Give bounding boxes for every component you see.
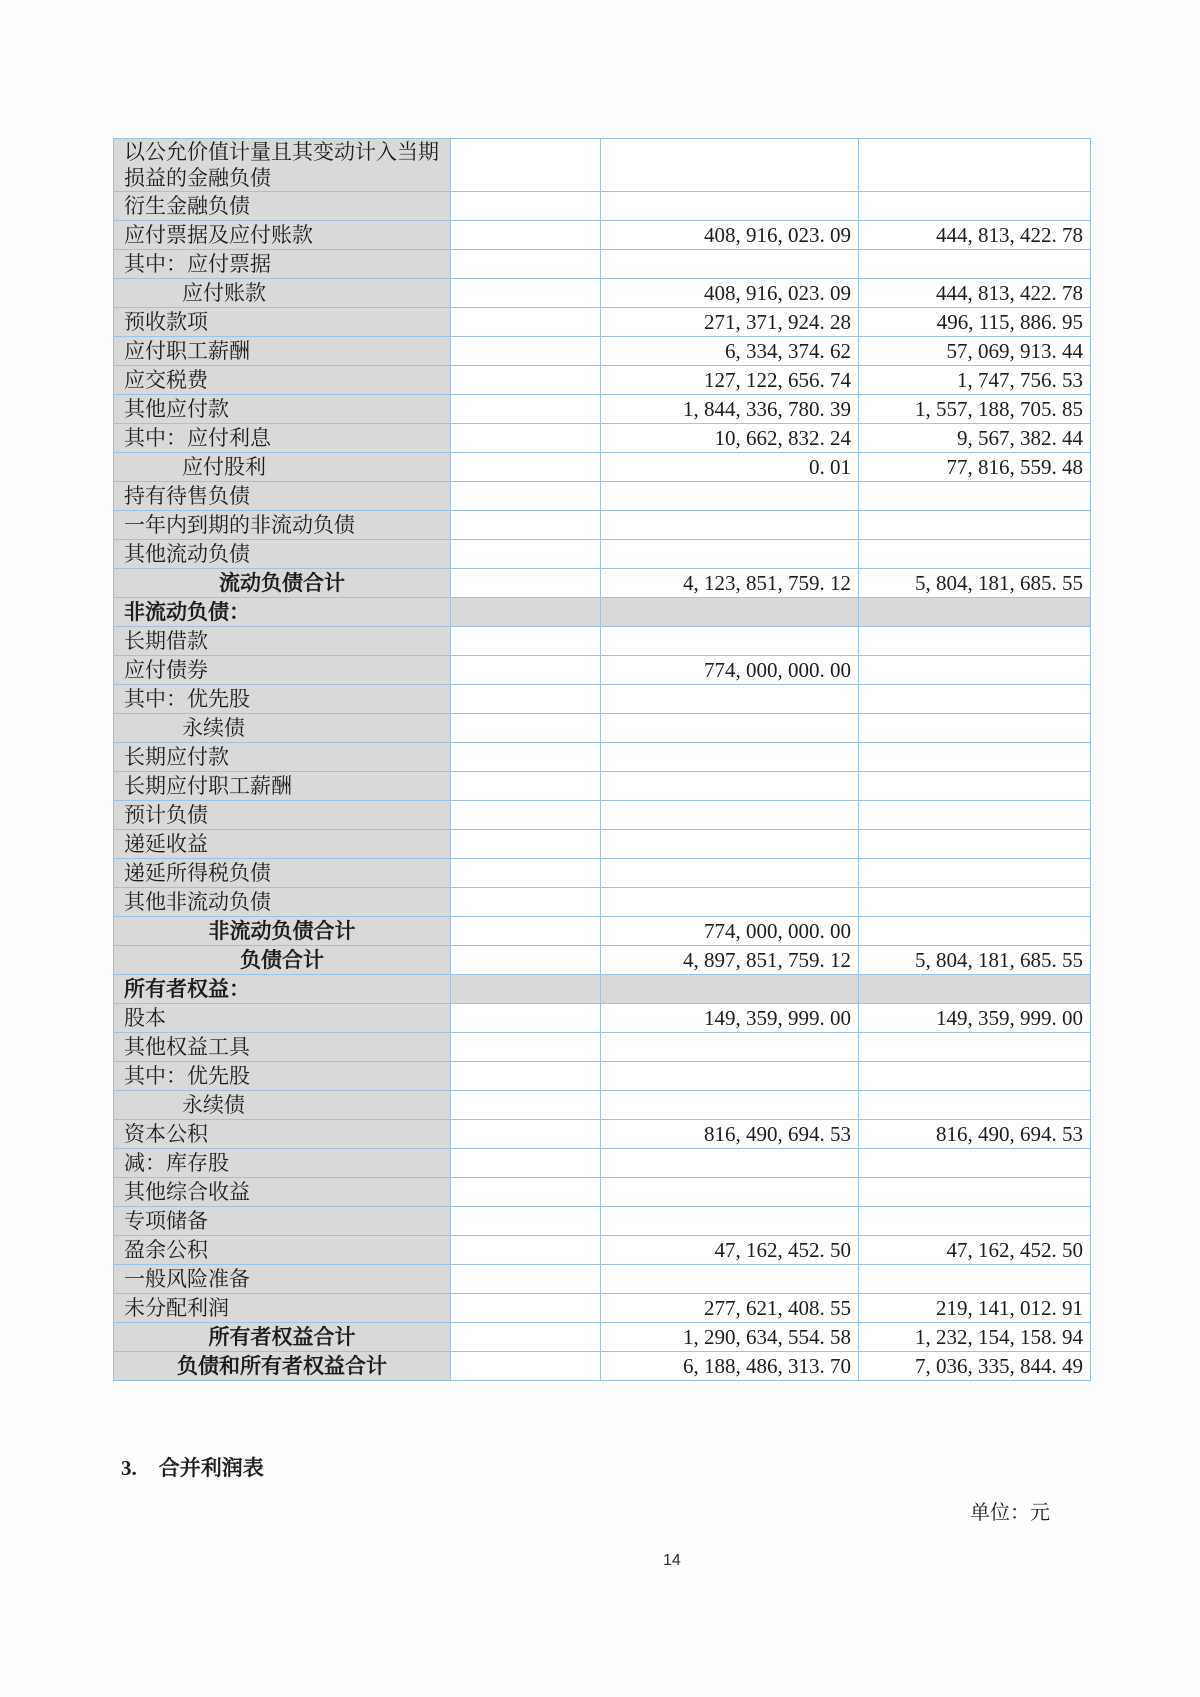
row-note-cell (451, 1091, 601, 1120)
row-note-cell (451, 685, 601, 714)
row-current-amount (601, 1091, 859, 1120)
table-row (114, 1033, 1091, 1062)
row-item-label: 非流动负债合计 (114, 917, 451, 946)
row-item-label: 应付债券 (114, 656, 451, 685)
row-current-amount (601, 685, 859, 714)
row-note-cell (451, 975, 601, 1004)
row-note-cell (451, 395, 601, 424)
row-current-amount (601, 1033, 859, 1062)
row-current-amount (601, 540, 859, 569)
row-note-cell (451, 1149, 601, 1178)
row-prior-amount (859, 598, 1091, 627)
row-item-label: 其中：应付票据 (114, 250, 451, 279)
row-current-amount (601, 598, 859, 627)
row-item-label: 应付职工薪酬 (114, 337, 451, 366)
row-item-label: 其他流动负债 (114, 540, 451, 569)
row-prior-amount: 5, 804, 181, 685. 55 (859, 569, 1091, 598)
row-current-amount: 774, 000, 000. 00 (601, 656, 859, 685)
row-note-cell (451, 714, 601, 743)
row-note-cell (451, 139, 601, 192)
row-prior-amount (859, 1178, 1091, 1207)
table-row (114, 308, 1091, 337)
row-note-cell (451, 192, 601, 221)
row-note-cell (451, 308, 601, 337)
table-row (114, 1149, 1091, 1178)
row-note-cell (451, 598, 601, 627)
table-row (114, 1323, 1091, 1352)
row-note-cell (451, 511, 601, 540)
row-item-label: 其他非流动负债 (114, 888, 451, 917)
table-row (114, 1178, 1091, 1207)
row-prior-amount: 1, 557, 188, 705. 85 (859, 395, 1091, 424)
row-item-label: 股本 (114, 1004, 451, 1033)
row-note-cell (451, 627, 601, 656)
row-current-amount (601, 1178, 859, 1207)
row-current-amount: 127, 122, 656. 74 (601, 366, 859, 395)
row-prior-amount (859, 192, 1091, 221)
row-current-amount (601, 1062, 859, 1091)
table-row (114, 139, 1091, 192)
row-current-amount (601, 830, 859, 859)
row-note-cell (451, 569, 601, 598)
row-item-label: 预计负债 (114, 801, 451, 830)
row-prior-amount: 1, 747, 756. 53 (859, 366, 1091, 395)
row-prior-amount (859, 917, 1091, 946)
row-note-cell (451, 540, 601, 569)
row-item-label: 其他权益工具 (114, 1033, 451, 1062)
table-row (114, 482, 1091, 511)
row-prior-amount (859, 1062, 1091, 1091)
row-note-cell (451, 946, 601, 975)
row-note-cell (451, 917, 601, 946)
row-item-label: 预收款项 (114, 308, 451, 337)
unit-label: 单位：元 (970, 1502, 1050, 1524)
row-current-amount: 1, 290, 634, 554. 58 (601, 1323, 859, 1352)
row-prior-amount (859, 859, 1091, 888)
table-row (114, 366, 1091, 395)
table-row (114, 830, 1091, 859)
row-item-label: 专项储备 (114, 1207, 451, 1236)
row-note-cell (451, 743, 601, 772)
row-prior-amount (859, 250, 1091, 279)
table-row (114, 540, 1091, 569)
row-item-label: 其中：应付利息 (114, 424, 451, 453)
row-note-cell (451, 772, 601, 801)
row-current-amount: 1, 844, 336, 780. 39 (601, 395, 859, 424)
row-note-cell (451, 1265, 601, 1294)
row-current-amount (601, 1207, 859, 1236)
row-current-amount (601, 743, 859, 772)
row-current-amount (601, 192, 859, 221)
row-current-amount: 10, 662, 832. 24 (601, 424, 859, 453)
row-current-amount (601, 859, 859, 888)
table-row (114, 424, 1091, 453)
row-prior-amount: 444, 813, 422. 78 (859, 221, 1091, 250)
row-item-label: 非流动负债： (114, 598, 451, 627)
row-item-label: 其中：优先股 (114, 685, 451, 714)
table-row (114, 656, 1091, 685)
row-current-amount: 271, 371, 924. 28 (601, 308, 859, 337)
table-row (114, 1236, 1091, 1265)
row-note-cell (451, 1033, 601, 1062)
table-row (114, 1120, 1091, 1149)
row-current-amount: 408, 916, 023. 09 (601, 221, 859, 250)
row-current-amount (601, 772, 859, 801)
row-prior-amount (859, 1033, 1091, 1062)
row-item-label: 应交税费 (114, 366, 451, 395)
row-prior-amount (859, 656, 1091, 685)
balance-sheet-table (113, 138, 1091, 1381)
table-row (114, 714, 1091, 743)
row-item-label: 应付股利 (114, 453, 451, 482)
row-current-amount (601, 888, 859, 917)
row-item-label: 应付票据及应付账款 (114, 221, 451, 250)
table-row (114, 250, 1091, 279)
row-note-cell (451, 830, 601, 859)
table-row (114, 946, 1091, 975)
row-note-cell (451, 859, 601, 888)
row-item-label: 所有者权益： (114, 975, 451, 1004)
row-note-cell (451, 888, 601, 917)
next-section-heading (121, 1452, 264, 1482)
table-row (114, 1265, 1091, 1294)
row-item-label: 未分配利润 (114, 1294, 451, 1323)
row-item-label: 应付账款 (114, 279, 451, 308)
table-row (114, 1352, 1091, 1381)
row-note-cell (451, 1207, 601, 1236)
table-row (114, 511, 1091, 540)
row-note-cell (451, 337, 601, 366)
row-current-amount: 47, 162, 452. 50 (601, 1236, 859, 1265)
table-row (114, 279, 1091, 308)
row-current-amount (601, 627, 859, 656)
row-prior-amount: 47, 162, 452. 50 (859, 1236, 1091, 1265)
row-item-label: 减：库存股 (114, 1149, 451, 1178)
row-item-label: 长期应付款 (114, 743, 451, 772)
row-prior-amount: 496, 115, 886. 95 (859, 308, 1091, 337)
row-current-amount (601, 482, 859, 511)
table-row (114, 975, 1091, 1004)
row-item-label: 永续债 (114, 1091, 451, 1120)
row-current-amount (601, 975, 859, 1004)
table-row (114, 685, 1091, 714)
table-row (114, 1207, 1091, 1236)
row-current-amount: 277, 621, 408. 55 (601, 1294, 859, 1323)
row-prior-amount (859, 1149, 1091, 1178)
row-note-cell (451, 1062, 601, 1091)
row-current-amount (601, 1149, 859, 1178)
table-row (114, 1004, 1091, 1033)
table-row (114, 801, 1091, 830)
row-item-label: 一年内到期的非流动负债 (114, 511, 451, 540)
row-note-cell (451, 1236, 601, 1265)
row-current-amount (601, 511, 859, 540)
row-prior-amount: 816, 490, 694. 53 (859, 1120, 1091, 1149)
row-prior-amount: 7, 036, 335, 844. 49 (859, 1352, 1091, 1381)
row-prior-amount (859, 511, 1091, 540)
row-note-cell (451, 221, 601, 250)
table-row (114, 1091, 1091, 1120)
row-note-cell (451, 1294, 601, 1323)
table-row (114, 1294, 1091, 1323)
row-current-amount: 816, 490, 694. 53 (601, 1120, 859, 1149)
table-row (114, 1062, 1091, 1091)
row-prior-amount: 149, 359, 999. 00 (859, 1004, 1091, 1033)
row-item-label: 其中：优先股 (114, 1062, 451, 1091)
row-item-label: 衍生金融负债 (114, 192, 451, 221)
row-current-amount: 6, 334, 374. 62 (601, 337, 859, 366)
row-note-cell (451, 366, 601, 395)
table-row (114, 627, 1091, 656)
table-row (114, 598, 1091, 627)
row-item-label: 负债和所有者权益合计 (114, 1352, 451, 1381)
table-row (114, 221, 1091, 250)
table-row (114, 859, 1091, 888)
row-note-cell (451, 482, 601, 511)
row-current-amount: 4, 123, 851, 759. 12 (601, 569, 859, 598)
row-current-amount: 774, 000, 000. 00 (601, 917, 859, 946)
row-prior-amount (859, 139, 1091, 192)
row-item-label: 以公允价值计量且其变动计入当期损益的金融负债 (114, 139, 451, 192)
row-item-label: 长期借款 (114, 627, 451, 656)
row-prior-amount: 5, 804, 181, 685. 55 (859, 946, 1091, 975)
page-number: 14 (663, 1552, 681, 1569)
row-item-label: 递延所得税负债 (114, 859, 451, 888)
row-item-label: 永续债 (114, 714, 451, 743)
row-note-cell (451, 801, 601, 830)
row-note-cell (451, 1323, 601, 1352)
row-note-cell (451, 1352, 601, 1381)
row-note-cell (451, 279, 601, 308)
row-prior-amount (859, 540, 1091, 569)
row-current-amount: 149, 359, 999. 00 (601, 1004, 859, 1033)
row-prior-amount: 77, 816, 559. 48 (859, 453, 1091, 482)
row-note-cell (451, 1178, 601, 1207)
row-item-label: 流动负债合计 (114, 569, 451, 598)
row-current-amount: 6, 188, 486, 313. 70 (601, 1352, 859, 1381)
table-row (114, 888, 1091, 917)
row-prior-amount (859, 772, 1091, 801)
row-item-label: 持有待售负债 (114, 482, 451, 511)
row-current-amount (601, 1265, 859, 1294)
row-item-label: 一般风险准备 (114, 1265, 451, 1294)
table-row (114, 395, 1091, 424)
row-prior-amount: 57, 069, 913. 44 (859, 337, 1091, 366)
row-item-label: 其他综合收益 (114, 1178, 451, 1207)
table-row (114, 453, 1091, 482)
row-prior-amount (859, 1207, 1091, 1236)
row-prior-amount (859, 685, 1091, 714)
row-prior-amount (859, 830, 1091, 859)
row-current-amount (601, 714, 859, 743)
row-prior-amount (859, 482, 1091, 511)
row-current-amount (601, 139, 859, 192)
table-row (114, 917, 1091, 946)
row-prior-amount (859, 888, 1091, 917)
row-prior-amount: 1, 232, 154, 158. 94 (859, 1323, 1091, 1352)
table-row (114, 337, 1091, 366)
row-note-cell (451, 656, 601, 685)
row-note-cell (451, 1004, 601, 1033)
row-note-cell (451, 250, 601, 279)
row-prior-amount (859, 714, 1091, 743)
row-prior-amount: 444, 813, 422. 78 (859, 279, 1091, 308)
row-item-label: 资本公积 (114, 1120, 451, 1149)
row-note-cell (451, 453, 601, 482)
row-current-amount: 0. 01 (601, 453, 859, 482)
row-prior-amount (859, 975, 1091, 1004)
section-number: 3. (121, 1456, 137, 1480)
section-title: 合并利润表 (158, 1456, 264, 1480)
row-item-label: 其他应付款 (114, 395, 451, 424)
table-row (114, 569, 1091, 598)
row-prior-amount (859, 1091, 1091, 1120)
row-current-amount: 4, 897, 851, 759. 12 (601, 946, 859, 975)
row-item-label: 负债合计 (114, 946, 451, 975)
table-row (114, 192, 1091, 221)
row-note-cell (451, 1120, 601, 1149)
row-prior-amount (859, 743, 1091, 772)
row-current-amount: 408, 916, 023. 09 (601, 279, 859, 308)
row-current-amount (601, 801, 859, 830)
row-prior-amount: 9, 567, 382. 44 (859, 424, 1091, 453)
row-item-label: 所有者权益合计 (114, 1323, 451, 1352)
row-item-label: 长期应付职工薪酬 (114, 772, 451, 801)
row-prior-amount (859, 801, 1091, 830)
row-note-cell (451, 424, 601, 453)
table-row (114, 772, 1091, 801)
row-item-label: 递延收益 (114, 830, 451, 859)
row-current-amount (601, 250, 859, 279)
row-item-label: 盈余公积 (114, 1236, 451, 1265)
row-prior-amount (859, 1265, 1091, 1294)
row-prior-amount (859, 627, 1091, 656)
row-prior-amount: 219, 141, 012. 91 (859, 1294, 1091, 1323)
table-row (114, 743, 1091, 772)
